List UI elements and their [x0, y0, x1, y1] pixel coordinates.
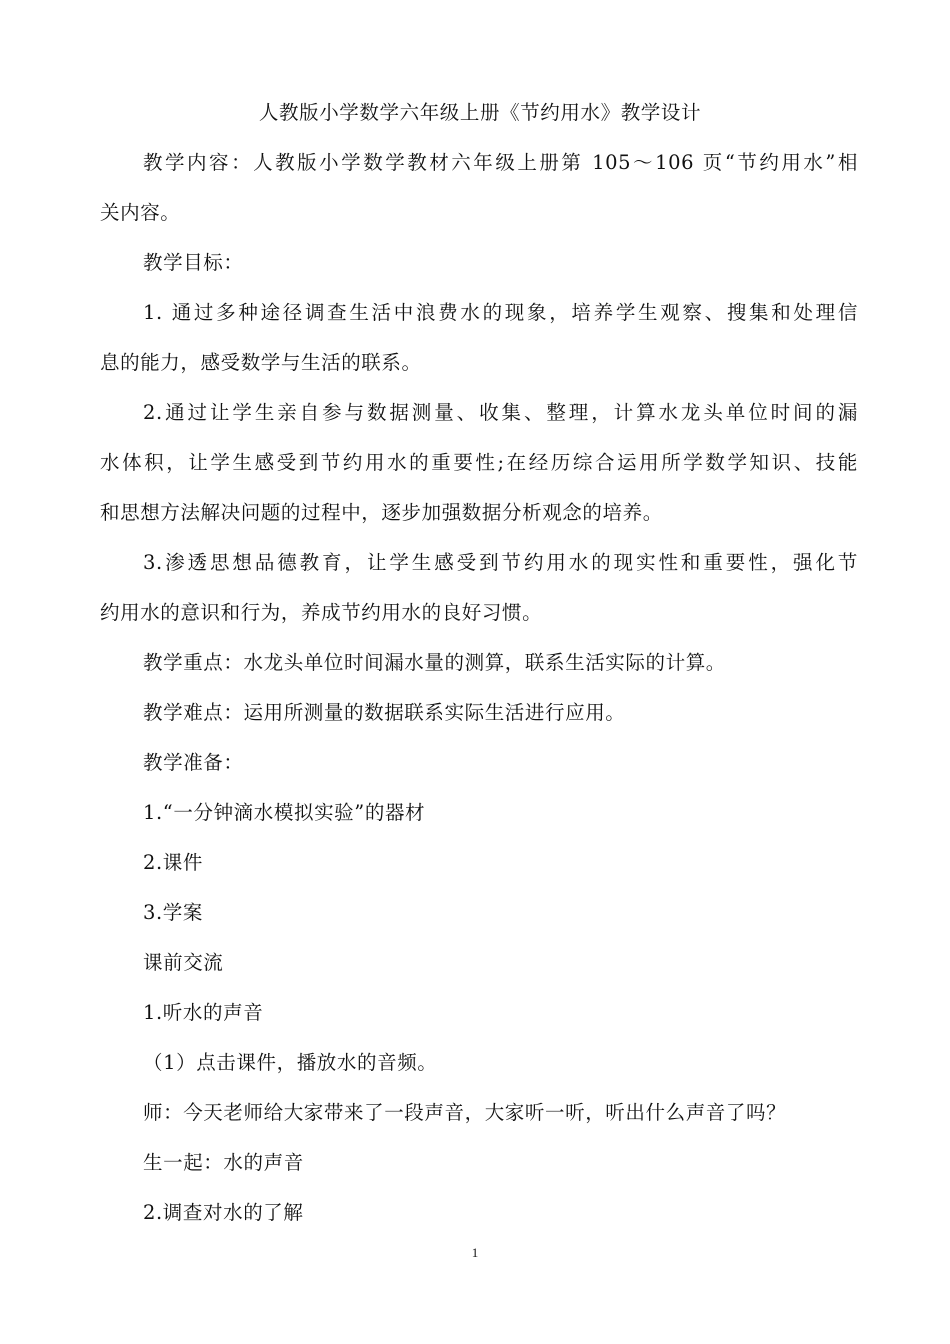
paragraph-line: 水体积，让学生感受到节约用水的重要性;在经历综合运用所学数学知识、技能: [100, 451, 858, 474]
paragraph-line: 关内容。: [100, 201, 181, 224]
paragraph-line: 教学难点：运用所测量的数据联系实际生活进行应用。: [143, 701, 626, 724]
page-number: 1: [471, 1245, 479, 1260]
list-item: 1.“一分钟滴水模拟实验”的器材: [143, 801, 426, 824]
section-heading: 课前交流: [143, 951, 224, 974]
paragraph-line: 息的能力，感受数学与生活的联系。: [100, 351, 422, 374]
list-item: 3.学案: [143, 901, 204, 924]
paragraph-line: 师：今天老师给大家带来了一段声音，大家听一听，听出什么声音了吗？: [143, 1101, 787, 1124]
section-heading: 教学准备：: [143, 751, 244, 774]
list-item: 1.听水的声音: [143, 1001, 264, 1024]
paragraph-line: 约用水的意识和行为，养成节约用水的良好习惯。: [100, 601, 543, 624]
paragraph-line: 生一起：水的声音: [143, 1151, 304, 1174]
list-item: 2.调查对水的了解: [143, 1201, 304, 1224]
paragraph-line: 教学内容：人教版小学数学教材六年级上册第 105～106 页“节约用水”相: [143, 151, 858, 174]
section-heading: 教学目标：: [143, 251, 244, 274]
paragraph-line: 3.渗透思想品德教育，让学生感受到节约用水的现实性和重要性，强化节: [143, 551, 858, 574]
paragraph-line: 和思想方法解决问题的过程中，逐步加强数据分析观念的培养。: [100, 501, 663, 524]
document-title: 人教版小学数学六年级上册《节约用水》教学设计: [258, 101, 702, 124]
list-item: （1）点击课件，播放水的音频。: [143, 1051, 438, 1074]
paragraph-line: 1. 通过多种途径调查生活中浪费水的现象，培养学生观察、搜集和处理信: [143, 301, 858, 324]
list-item: 2.课件: [143, 851, 204, 874]
paragraph-line: 教学重点：水龙头单位时间漏水量的测算，联系生活实际的计算。: [143, 651, 726, 674]
paragraph-line: 2.通过让学生亲自参与数据测量、收集、整理，计算水龙头单位时间的漏: [143, 401, 858, 424]
